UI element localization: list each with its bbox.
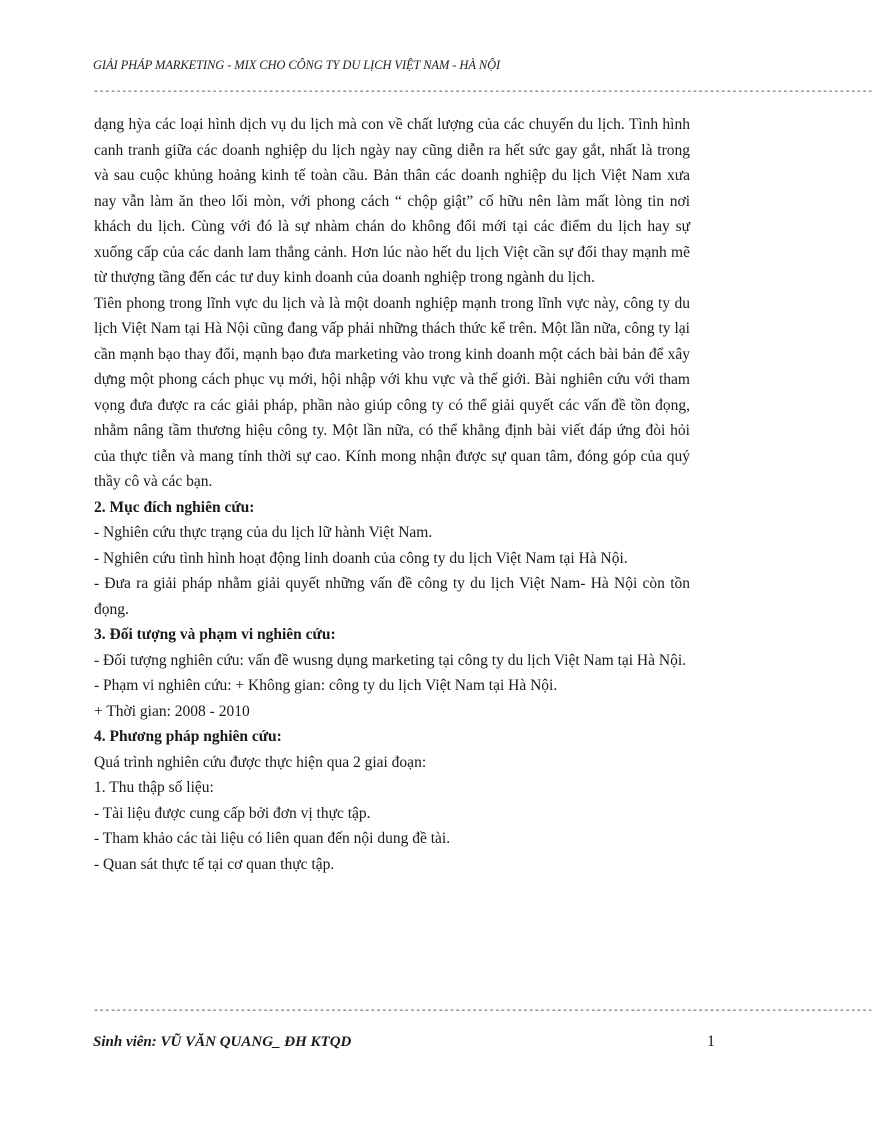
list-item: - Tham khảo các tài liệu có liên quan đến nội dung đề tài. — [94, 830, 451, 847]
paragraph: Tiên phong trong lĩnh vực du lịch và là một doanh nghiệp mạnh trong lĩnh vực này, công ty du lịch Việt Nam tại Hà Nội cũng đang vấp phải những thách thức kể trên. Một lần nữa, công ty lại cần mạnh bạo thay đổi, mạnh bạo đưa marketing vào trong kinh doanh một cách bài bản để xây dựng một phong cách phục vụ mới, hội nhập với khu vực và thế giới. Bài nghiên cứu với tham vọng đưa được ra các giải pháp, phần nào giúp công ty có thể giải quyết các vấn đề tồn đọng, nhằm nâng tầm thương hiệu công ty. Một lần nữa, có thể khẳng định bài viết đáp ứng đòi hỏi của thực tiễn và mang tính thời sự cao. Kính mong nhận được sự quan tâm, đóng góp của quý thầy cô và các bạn. — [94, 294, 690, 490]
list-item: Quá trình nghiên cứu được thực hiện qua 2 giai đoạn: — [94, 753, 427, 771]
list-item: - Phạm vi nghiên cứu: + Không gian: công ty du lịch Việt Nam tại Hà Nội. — [94, 677, 558, 694]
list-item: + Thời gian: 2008 - 2010 — [94, 702, 250, 720]
document-body — [94, 112, 690, 877]
list-item: - Đối tượng nghiên cứu: vấn đề wusng dụng marketing tại công ty du lịch Việt Nam tại Hà Nội. — [94, 651, 687, 669]
footer-author: Sinh viên: VŨ VĂN QUANG_ ĐH KTQD — [93, 1034, 352, 1050]
paragraph: dạng hỳa các loại hình dịch vụ du lịch mà con về chất lượng của các chuyến du lịch. Tình hình canh tranh giữa các doanh nghiệp du lịch ngày nay cũng diễn ra hết sức gay gắt, nhất là trong và sau cuộc khủng hoảng kinh tế toàn cầu. Bản thân các doanh nghiệp du lịch Việt Nam xưa nay vẫn làm ăn theo lối mòn, với phong cách “ chộp giật” cố hữu nên làm mất lòng tin nơi khách du lịch. Cùng với đó là sự nhàm chán do không đổi mới tại các điểm du lịch hay sự xuống cấp của các danh lam thắng cảnh. Hơn lúc nào hết du lịch Việt cần sự đổi thay mạnh mẽ từ thượng tầng đến các tư duy kinh doanh của doanh nghiệp trong ngành du lịch. — [94, 116, 690, 286]
list-item: 1. Thu thập số liệu: — [94, 779, 214, 796]
list-item: - Quan sát thực tế tại cơ quan thực tập. — [94, 855, 335, 873]
section-heading: 4. Phương pháp nghiên cứu: — [94, 728, 282, 745]
header-dashed-rule: ------------------------------------------------------------------------------------------------------------------------------------------ — [93, 87, 873, 98]
section-heading: 3. Đối tượng và phạm vi nghiên cứu: — [94, 626, 336, 643]
page-number: 1 — [707, 1033, 715, 1050]
footer-dashed-rule: ------------------------------------------------------------------------------------------------------------------------------------------ — [93, 1006, 873, 1017]
section-heading: 2. Mục đích nghiên cứu: — [94, 498, 255, 516]
list-item: - Đưa ra giải pháp nhằm giải quyết những vấn đề công ty du lịch Việt Nam- Hà Nội còn tồn đọng. — [94, 575, 690, 618]
page-header-title: GIẢI PHÁP MARKETING - MIX CHO CÔNG TY DU LỊCH VIỆT NAM - HÀ NỘI — [93, 58, 501, 72]
list-item: - Nghiên cứu thực trạng của du lịch lữ hành Việt Nam. — [94, 524, 433, 541]
list-item: - Nghiên cứu tình hình hoạt động linh doanh của công ty du lịch Việt Nam tại Hà Nội. — [94, 549, 628, 567]
list-item: - Tài liệu được cung cấp bởi đơn vị thực tập. — [94, 804, 371, 822]
